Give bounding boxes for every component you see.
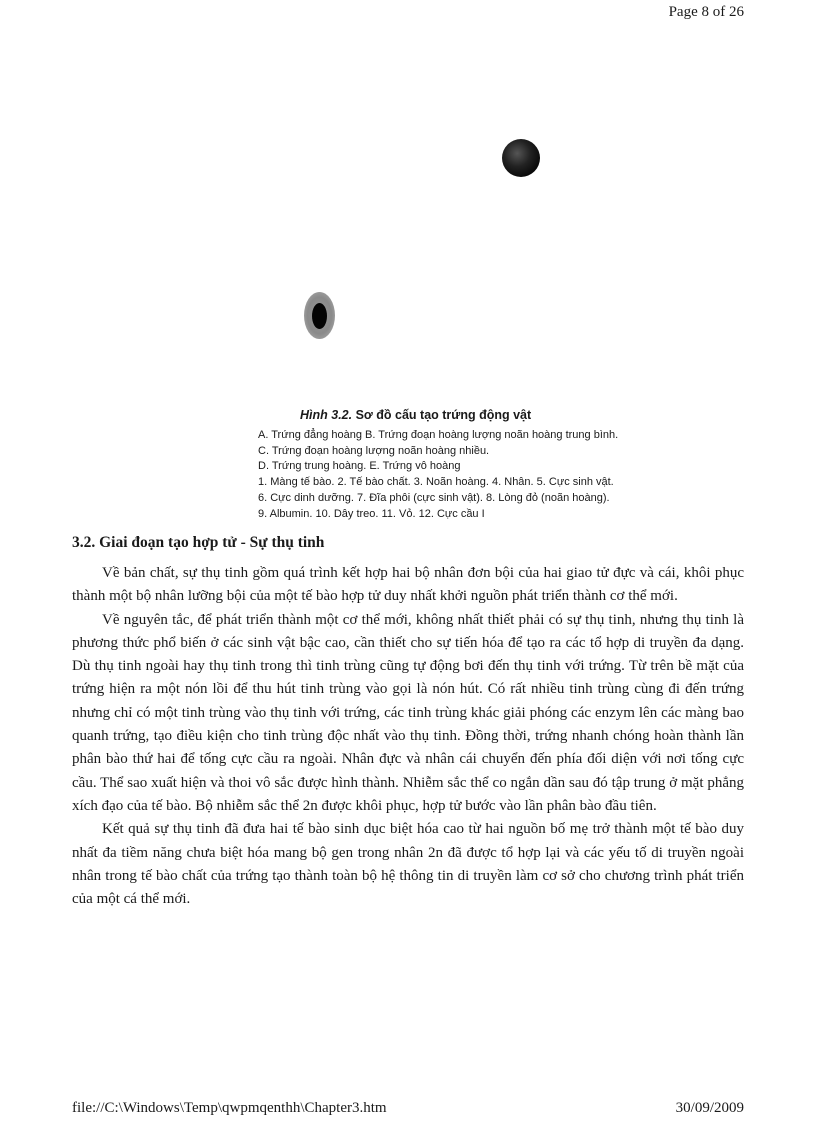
caption-line: 1. Màng tế bào. 2. Tế bào chất. 3. Noãn hoàng. 4. Nhân. 5. Cực sinh vật. [258, 476, 614, 489]
figure-title: Sơ đồ cấu tạo trứng động vật [355, 408, 532, 422]
dark-sphere-image [502, 139, 540, 177]
caption-line: 6. Cực dinh dưỡng. 7. Đĩa phôi (cực sinh vật). 8. Lòng đỏ (noãn hoàng). [258, 491, 610, 504]
caption-line: 9. Albumin. 10. Dây treo. 11. Vỏ. 12. Cực cầu I [258, 507, 485, 520]
figure-caption [258, 408, 618, 523]
caption-line: D. Trứng trung hoàng. E. Trứng vô hoàng [258, 460, 461, 473]
egg-structure-figure [0, 0, 816, 400]
caption-line: A. Trứng đẳng hoàng B. Trứng đoạn hoàng lượng noãn hoàng trung bình. [258, 428, 619, 441]
figure-label: Hình 3.2. [300, 408, 353, 422]
footer-file-path: file://C:\Windows\Temp\qwpmqenthh\Chapter3.htm [72, 1100, 387, 1116]
section-heading: 3.2. Giai đoạn tạo hợp tử - Sự thụ tinh [72, 534, 325, 551]
page-indicator: Page 8 of 26 [668, 4, 744, 20]
paragraph: Kết quả sự thụ tinh đã đưa hai tế bào sinh dục biệt hóa cao từ hai nguồn bố mẹ trở thành một tế bào duy nhất đa tiềm năng chưa biệt hóa mang bộ gen trong nhân 2n đã được tổ hợp lại và các yếu tố di truyền ngoài nhân trong tế bào chất của trứng tạo thành toàn bộ hệ thông tin di truyền làm cơ sở cho chương trình phát triển của một cá thể mới. [72, 821, 744, 908]
paragraph: Về bản chất, sự thụ tinh gồm quá trình kết hợp hai bộ nhân đơn bội của hai giao tử đực và cái, khôi phục thành một bộ nhân lưỡng bội của một tế bào hợp tử duy nhất khởi nguồn phát triển thành cơ thể mới. [72, 565, 744, 605]
section-body [72, 562, 744, 911]
footer-date: 30/09/2009 [675, 1100, 744, 1116]
caption-line: C. Trứng đoạn hoàng lượng noãn hoàng nhiều. [258, 444, 490, 457]
egg-nucleus-image [312, 303, 327, 329]
paragraph: Về nguyên tắc, để phát triển thành một cơ thể mới, không nhất thiết phải có sự thụ tinh, nhưng thụ tinh là phương thức phổ biến ở các sinh vật bậc cao, cần thiết cho sự tiến hóa để tạo ra các tổ hợp di truyền đa dạng. Dù thụ tinh ngoài hay thụ tinh trong thì tinh trùng cũng tự động bơi đến thụ tinh với trứng. Từ trên bề mặt của trứng hiện ra một nón lồi để thu hút tinh trùng vào gọi là nón hút. Có rất nhiều tinh trùng cùng đi đến trứng nhưng chỉ có một tinh trùng vào thụ tinh với trứng, các tinh trùng khác giải phóng các enzym lên các màng bao quanh trứng, tạo điều kiện cho tinh trùng độc nhất vào thụ tinh. Đồng thời, trứng nhanh chóng hoàn thành lần phân bào thứ hai để tống cực cầu ra ngoài. Nhân đực và nhân cái chuyển đến phía đối diện với nơi tống cực cầu. Thể sao xuất hiện và thoi vô sắc được hình thành. Nhiễm sắc thể co ngắn dần sau đó tập trung ở mặt phẳng xích đạo của tế bào. Bộ nhiễm sắc thể 2n được khôi phục, hợp tử bước vào lần phân bào đầu tiên. [72, 611, 744, 814]
figure-caption-title [300, 408, 618, 424]
